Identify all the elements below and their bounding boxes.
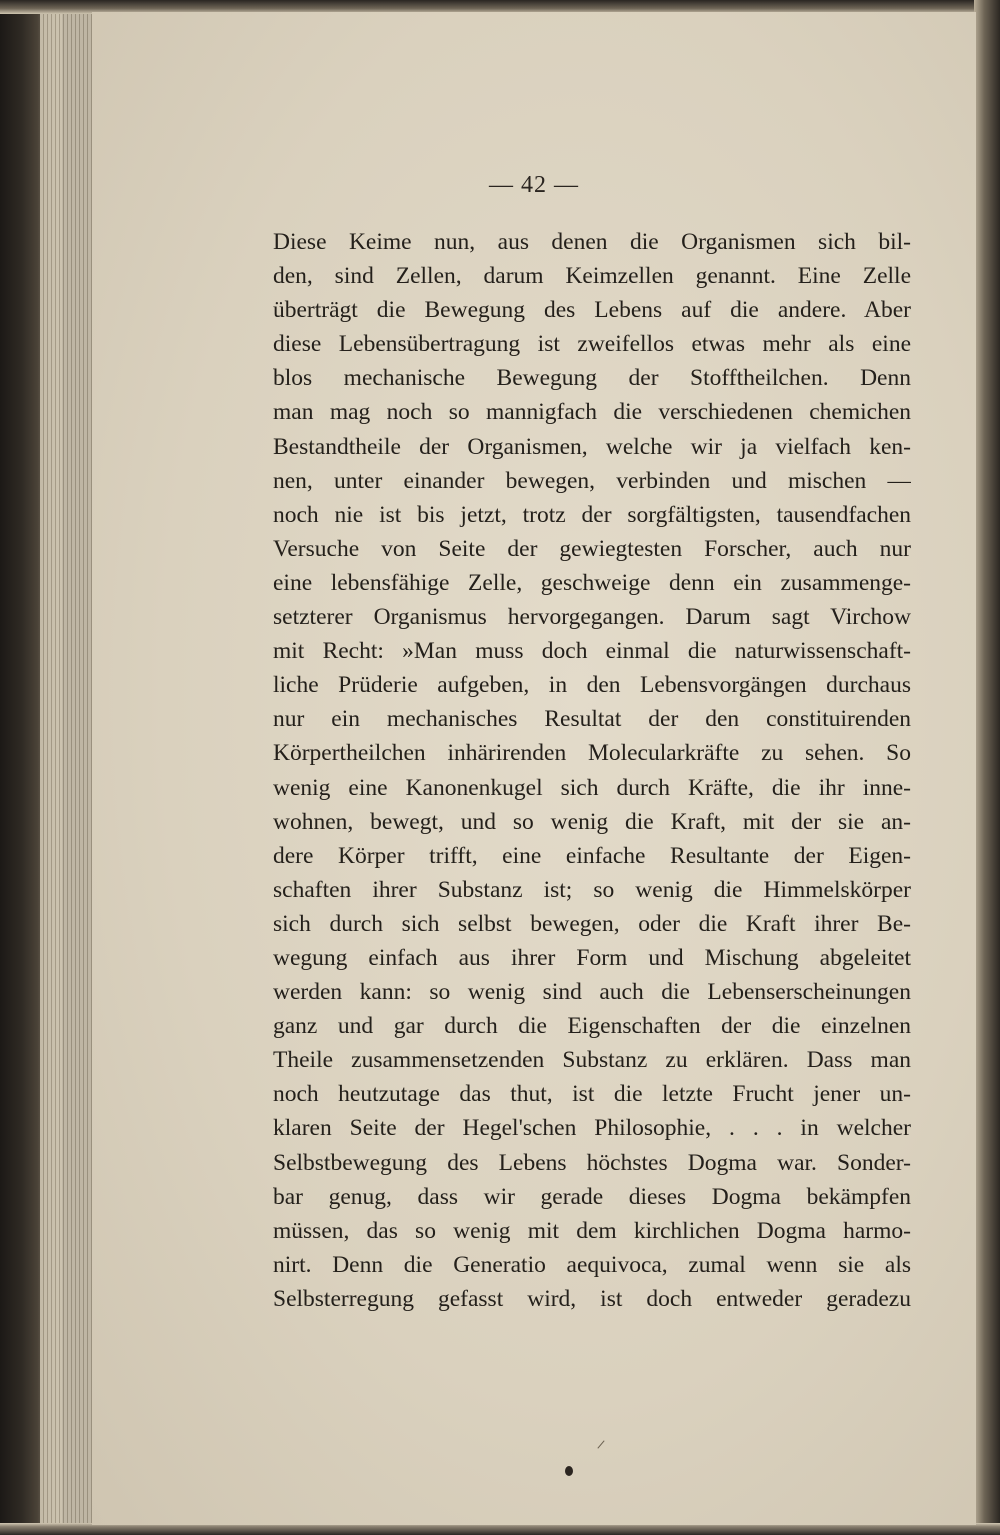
- text-line: eine lebensfähige Zelle, geschweige denn ein zusammenge-: [273, 569, 911, 596]
- text-line: Theile zusammensetzenden Substanz zu erklären. Dass man: [273, 1047, 911, 1074]
- text-line: ganz und gar durch die Eigenschaften der die einzelnen: [273, 1013, 911, 1040]
- text-line: schaften ihrer Substanz ist; so wenig die Himmelskörper: [273, 876, 911, 903]
- text-line: nur ein mechanisches Resultat der den constituirenden: [273, 706, 911, 733]
- text-line: blos mechanische Bewegung der Stofftheilchen. Denn: [273, 365, 911, 392]
- text-line: Diese Keime nun, aus denen die Organismen sich bil-: [273, 229, 911, 255]
- text-line: überträgt die Bewegung des Lebens auf die andere. Aber: [273, 297, 911, 324]
- text-line: bar genug, dass wir gerade dieses Dogma bekämpfen: [273, 1183, 911, 1210]
- text-line: noch nie ist bis jetzt, trotz der sorgfältigsten, tausendfachen: [273, 501, 911, 528]
- scan-right-edge: [974, 0, 1000, 1535]
- text-line: wenig eine Kanonenkugel sich durch Kräfte, die ihr inne-: [273, 774, 911, 801]
- text-line: Bestandtheile der Organismen, welche wir ja vielfach ken-: [273, 433, 911, 460]
- text-line: wegung einfach aus ihrer Form und Mischung abgeleitet: [273, 944, 911, 971]
- ink-dot: [565, 1466, 573, 1476]
- pencil-mark: [597, 1440, 604, 1448]
- text-line: werden kann: so wenig sind auch die Lebenserscheinungen: [273, 979, 911, 1006]
- text-line: man mag noch so mannigfach die verschiedenen chemichen: [273, 399, 911, 426]
- page-edges: [40, 10, 100, 1525]
- page-number: — 42 —: [489, 172, 579, 198]
- text-line: Selbstbewegung des Lebens höchstes Dogma war. Sonder-: [273, 1149, 911, 1176]
- text-line: Selbsterregung gefasst wird, ist doch entweder geradezu: [273, 1285, 911, 1312]
- text-line: klaren Seite der Hegel'schen Philosophie, . . . in welcher: [273, 1115, 911, 1142]
- paper-page: [92, 12, 976, 1525]
- text-line: nen, unter einander bewegen, verbinden und mischen —: [273, 467, 911, 494]
- text-line: dere Körper trifft, eine einfache Resultante der Eigen-: [273, 842, 911, 869]
- text-line: müssen, das so wenig mit dem kirchlichen Dogma harmo-: [273, 1217, 911, 1244]
- text-line: sich durch sich selbst bewegen, oder die Kraft ihrer Be-: [273, 910, 911, 937]
- text-line: Versuche von Seite der gewiegtesten Forscher, auch nur: [273, 535, 911, 562]
- text-line: nirt. Denn die Generatio aequivoca, zumal wenn sie als: [273, 1251, 911, 1278]
- text-line: Körpertheilchen inhärirenden Molecularkräfte zu sehen. So: [273, 740, 911, 767]
- text-line: liche Prüderie aufgeben, in den Lebensvorgängen durchaus: [273, 672, 911, 699]
- text-line: wohnen, bewegt, und so wenig die Kraft, mit der sie an-: [273, 808, 911, 835]
- text-line: setzterer Organismus hervorgegangen. Darum sagt Virchow: [273, 604, 911, 631]
- text-line: noch heutzutage das thut, ist die letzte Frucht jener un-: [273, 1081, 911, 1108]
- text-line: den, sind Zellen, darum Keimzellen genannt. Eine Zelle: [273, 263, 911, 290]
- text-line: diese Lebensübertragung ist zweifellos etwas mehr als eine: [273, 331, 911, 358]
- body-text: [273, 225, 911, 1316]
- text-line: mit Recht: »Man muss doch einmal die naturwissenschaft-: [273, 638, 911, 665]
